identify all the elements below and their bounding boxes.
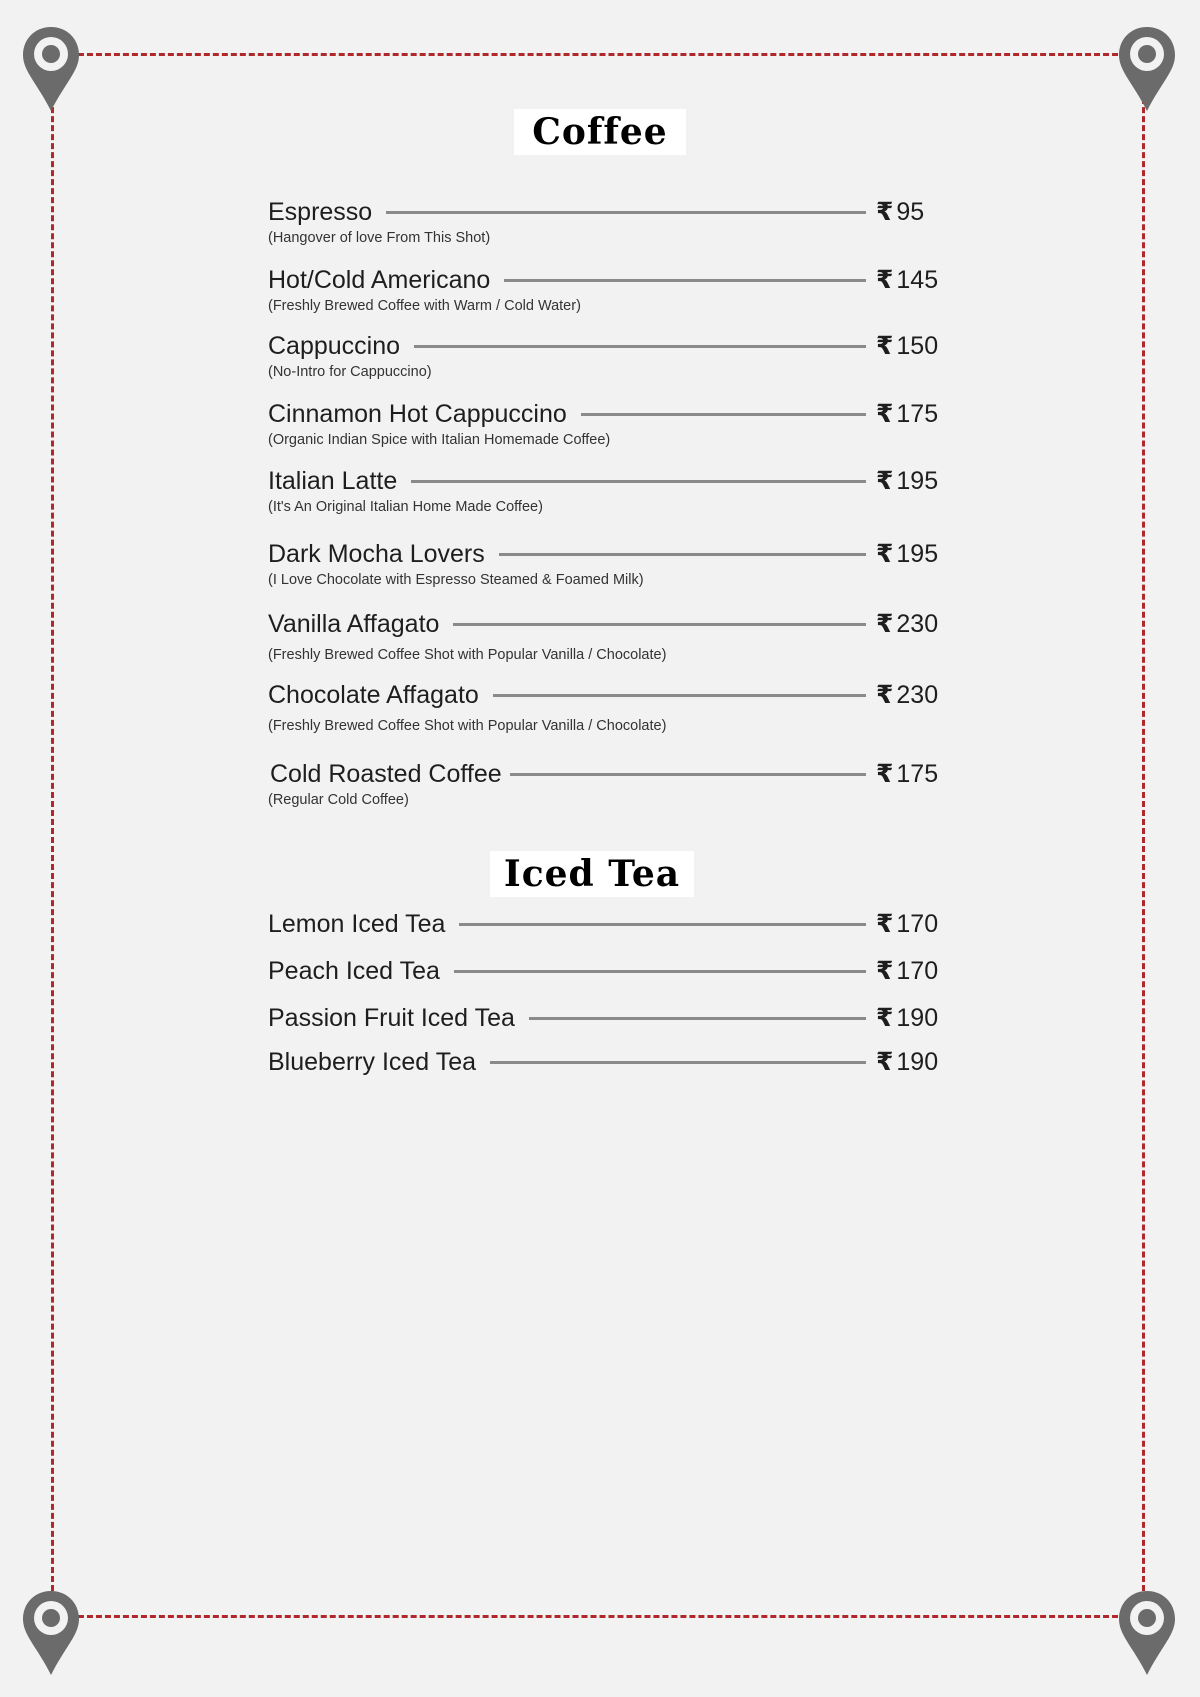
rupee-symbol: ₹ [876,681,894,709]
location-pin-icon [21,1589,81,1677]
item-description: (Regular Cold Coffee) [268,792,409,808]
item-name: Cinnamon Hot Cappuccino [268,399,567,428]
item-price [876,466,944,496]
item-price [876,680,944,710]
item-name: Lemon Iced Tea [268,909,446,938]
location-pin-icon [21,25,81,113]
rupee-symbol: ₹ [876,1048,894,1076]
item-description: (Freshly Brewed Coffee with Warm / Cold Water) [268,298,581,314]
price-value: 195 [896,467,939,495]
menu-item [268,329,944,380]
item-description: (Freshly Brewed Coffee Shot with Popular Vanilla / Chocolate) [268,647,667,663]
item-price [876,539,944,569]
item-name: Espresso [268,197,373,226]
item-price [876,399,944,429]
leader-line [510,773,866,776]
price-value: 230 [896,681,939,709]
item-description: (Hangover of love From This Shot) [268,230,491,246]
rupee-symbol: ₹ [876,760,894,788]
location-pin-icon [1117,1589,1177,1677]
leader-line [529,1017,866,1020]
leader-line [459,923,866,926]
rupee-symbol: ₹ [876,540,894,568]
price-value: 195 [896,540,939,568]
price-value: 175 [896,760,939,788]
menu-item [268,907,944,941]
location-pin-icon [1117,25,1177,113]
price-value: 170 [896,957,939,985]
item-description: (Freshly Brewed Coffee Shot with Popular Vanilla / Chocolate) [268,718,667,734]
item-price [876,197,944,227]
menu-item [268,1001,944,1035]
leader-line [490,1061,866,1064]
item-name: Peach Iced Tea [268,956,440,985]
item-name: Italian Latte [268,466,398,495]
section-heading-coffee: Coffee [514,109,686,155]
item-name: Vanilla Affagato [268,609,440,638]
item-name: Hot/Cold Americano [268,265,491,294]
rupee-symbol: ₹ [876,266,894,294]
item-description: (No-Intro for Cappuccino) [268,364,432,380]
rupee-symbol: ₹ [876,1004,894,1032]
leader-line [453,623,866,626]
item-price [876,265,944,295]
leader-line [493,694,866,697]
rupee-symbol: ₹ [876,957,894,985]
item-name: Chocolate Affagato [268,680,479,709]
price-value: 190 [896,1048,939,1076]
price-value: 170 [896,910,939,938]
price-value: 95 [896,198,925,226]
item-price [876,1047,944,1077]
menu-item [268,954,944,988]
leader-line [581,413,866,416]
menu-item [268,678,944,734]
item-name: Cappuccino [268,331,401,360]
item-price [876,609,944,639]
rupee-symbol: ₹ [876,910,894,938]
rupee-symbol: ₹ [876,467,894,495]
menu-item [270,757,944,808]
menu-item [268,263,944,314]
item-price [876,909,944,939]
menu-item [268,607,944,663]
menu-item [268,537,944,588]
price-value: 145 [896,266,939,294]
item-name: Dark Mocha Lovers [268,539,485,568]
price-value: 175 [896,400,939,428]
price-value: 230 [896,610,939,638]
leader-line [411,480,866,483]
leader-line [499,553,866,556]
leader-line [386,211,866,214]
leader-line [414,345,866,348]
rupee-symbol: ₹ [876,198,894,226]
item-name: Passion Fruit Iced Tea [268,1003,515,1032]
rupee-symbol: ₹ [876,400,894,428]
item-description: (I Love Chocolate with Espresso Steamed & Foamed Milk) [268,572,644,588]
leader-line [504,279,866,282]
menu-item [268,397,944,448]
item-name: Cold Roasted Coffee [270,759,502,788]
item-price [876,331,944,361]
leader-line [454,970,866,973]
rupee-symbol: ₹ [876,332,894,360]
item-price [876,956,944,986]
section-heading-iced-tea: Iced Tea [490,851,694,897]
menu-item [268,1045,944,1079]
menu-item [268,464,944,515]
menu-item [268,195,944,246]
item-description: (Organic Indian Spice with Italian Homemade Coffee) [268,432,611,448]
price-value: 150 [896,332,939,360]
item-price [876,1003,944,1033]
price-value: 190 [896,1004,939,1032]
item-name: Blueberry Iced Tea [268,1047,476,1076]
rupee-symbol: ₹ [876,610,894,638]
item-description: (It's An Original Italian Home Made Coffee) [268,499,543,515]
item-price [876,759,944,789]
